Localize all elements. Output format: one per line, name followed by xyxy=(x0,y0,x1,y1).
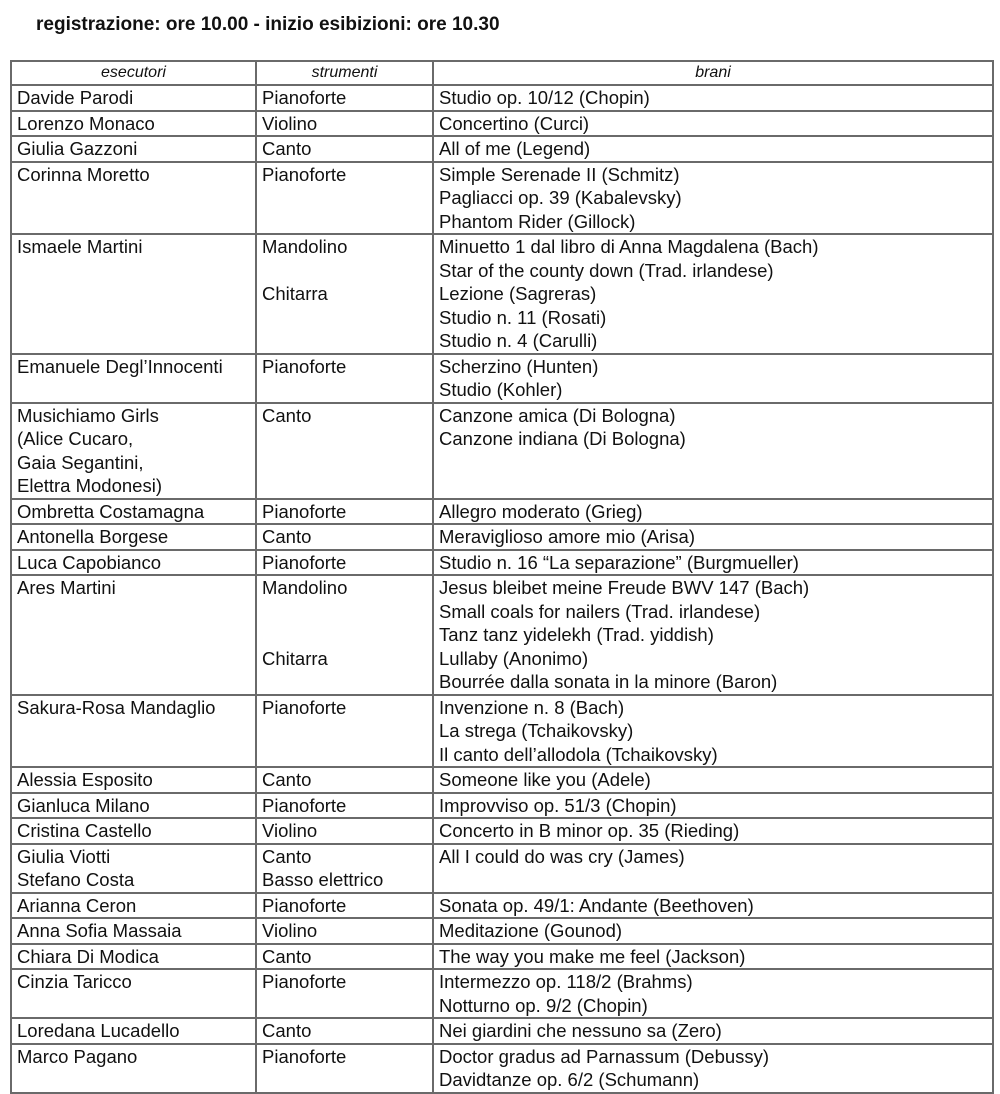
cell-pieces xyxy=(433,354,993,403)
performer-text: Ismaele Martini xyxy=(17,236,143,257)
table-row xyxy=(11,162,993,235)
performer-text: Stefano Costa xyxy=(17,869,135,890)
performer-text: Gianluca Milano xyxy=(17,794,150,816)
table-row xyxy=(11,403,993,499)
instrument-text: Pianoforte xyxy=(262,163,347,185)
instrument-text: Violino xyxy=(262,920,318,941)
piece-text: Studio n. 4 (Carulli) xyxy=(439,330,598,351)
table-row xyxy=(11,354,993,403)
cell-pieces xyxy=(433,550,993,576)
piece-text: La strega (Tchaikovsky) xyxy=(439,720,634,741)
cell-pieces xyxy=(433,695,993,768)
performer-text: Chiara Di Modica xyxy=(17,945,159,967)
performer-text: Cristina Castello xyxy=(17,820,152,841)
table-row xyxy=(11,234,993,354)
instrument-text: Pianoforte xyxy=(262,971,347,992)
piece-text: All of me (Legend) xyxy=(439,138,591,159)
piece-text: Studio op. 10/12 (Chopin) xyxy=(439,87,650,108)
cell-performers xyxy=(11,136,256,162)
piece-text: Bourrée dalla sonata in la minore (Baron) xyxy=(439,671,778,692)
performer-text: Ombretta Costamagna xyxy=(17,500,205,522)
instrument-text: Pianoforte xyxy=(262,87,347,108)
table-row xyxy=(11,767,993,793)
cell-pieces xyxy=(433,234,993,354)
cell-performers xyxy=(11,695,256,768)
piece-text: Concerto in B minor op. 35 (Rieding) xyxy=(439,820,740,841)
cell-performers xyxy=(11,793,256,819)
instrument-text: Chitarra xyxy=(262,647,328,669)
table-row xyxy=(11,969,993,1018)
piece-text: Allegro moderato (Grieg) xyxy=(439,500,643,522)
blank-line xyxy=(262,259,427,283)
cell-instruments xyxy=(256,85,433,111)
cell-instruments xyxy=(256,234,433,354)
cell-performers xyxy=(11,162,256,235)
cell-performers xyxy=(11,1018,256,1044)
piece-text: Sonata op. 49/1: Andante (Beethoven) xyxy=(439,894,754,916)
column-header-pieces: brani xyxy=(433,61,993,85)
table-row xyxy=(11,793,993,819)
piece-text: Tanz tanz yidelekh (Trad. yiddish) xyxy=(439,624,714,645)
table-row xyxy=(11,499,993,525)
instrument-text: Canto xyxy=(262,404,312,426)
cell-instruments xyxy=(256,793,433,819)
instrument-text: Canto xyxy=(262,845,312,867)
piece-text: Concertino (Curci) xyxy=(439,112,590,134)
piece-text: Invenzione n. 8 (Bach) xyxy=(439,696,625,718)
piece-text: Doctor gradus ad Parnassum (Debussy) xyxy=(439,1045,770,1067)
piece-text: Minuetto 1 dal libro di Anna Magdalena (Bach) xyxy=(439,236,819,257)
instrument-text: Chitarra xyxy=(262,283,328,304)
instrument-text: Canto xyxy=(262,138,312,159)
performer-text: Giulia Gazzoni xyxy=(17,138,138,159)
cell-instruments xyxy=(256,136,433,162)
piece-text: Il canto dell’allodola (Tchaikovsky) xyxy=(439,743,718,765)
table-row xyxy=(11,1044,993,1093)
cell-performers xyxy=(11,1044,256,1093)
cell-pieces xyxy=(433,136,993,162)
cell-performers xyxy=(11,499,256,525)
instrument-text: Violino xyxy=(262,112,318,134)
cell-pieces xyxy=(433,111,993,137)
cell-pieces xyxy=(433,818,993,844)
piece-text: Nei giardini che nessuno sa (Zero) xyxy=(439,1020,722,1041)
performer-text: Corinna Moretto xyxy=(17,163,150,185)
performance-program-table xyxy=(10,60,994,1094)
performer-text: Ares Martini xyxy=(17,577,116,598)
instrument-text: Mandolino xyxy=(262,577,348,598)
column-header-instruments: strumenti xyxy=(256,61,433,85)
cell-pieces xyxy=(433,85,993,111)
cell-performers xyxy=(11,550,256,576)
cell-instruments xyxy=(256,111,433,137)
cell-instruments xyxy=(256,1018,433,1044)
performer-text: Loredana Lucadello xyxy=(17,1020,180,1041)
cell-instruments xyxy=(256,818,433,844)
performer-text: Sakura-Rosa Mandaglio xyxy=(17,696,216,718)
cell-instruments xyxy=(256,162,433,235)
cell-pieces xyxy=(433,1044,993,1093)
cell-pieces xyxy=(433,969,993,1018)
piece-text: Davidtanze op. 6/2 (Schumann) xyxy=(439,1069,700,1090)
piece-text: Pagliacci op. 39 (Kabalevsky) xyxy=(439,187,682,208)
piece-text: Scherzino (Hunten) xyxy=(439,355,599,377)
instrument-text: Basso elettrico xyxy=(262,869,384,890)
piece-text: Jesus bleibet meine Freude BWV 147 (Bach) xyxy=(439,577,810,598)
table-row xyxy=(11,575,993,695)
cell-pieces xyxy=(433,793,993,819)
cell-pieces xyxy=(433,1018,993,1044)
piece-text: Canzone indiana (Di Bologna) xyxy=(439,428,686,449)
cell-pieces xyxy=(433,524,993,550)
cell-performers xyxy=(11,969,256,1018)
piece-text: Notturno op. 9/2 (Chopin) xyxy=(439,994,648,1016)
table-row xyxy=(11,136,993,162)
cell-performers xyxy=(11,767,256,793)
piece-text: Studio n. 16 “La separazione” (Burgmueller) xyxy=(439,551,799,573)
cell-performers xyxy=(11,918,256,944)
cell-instruments xyxy=(256,524,433,550)
piece-text: Someone like you (Adele) xyxy=(439,769,651,790)
cell-performers xyxy=(11,111,256,137)
performer-text: Luca Capobianco xyxy=(17,551,161,573)
performer-text: Giulia Viotti xyxy=(17,845,111,867)
cell-performers xyxy=(11,844,256,893)
cell-pieces xyxy=(433,403,993,499)
cell-performers xyxy=(11,234,256,354)
piece-text: Lezione (Sagreras) xyxy=(439,283,597,304)
table-body xyxy=(11,85,993,1093)
performer-text: (Alice Cucaro, xyxy=(17,428,134,449)
cell-instruments xyxy=(256,550,433,576)
performer-text: Marco Pagano xyxy=(17,1045,138,1067)
performer-text: Musichiamo Girls xyxy=(17,404,159,426)
cell-pieces xyxy=(433,893,993,919)
piece-text: Intermezzo op. 118/2 (Brahms) xyxy=(439,971,693,992)
blank-line xyxy=(262,623,427,647)
cell-instruments xyxy=(256,1044,433,1093)
blank-line xyxy=(262,600,427,624)
cell-performers xyxy=(11,403,256,499)
cell-pieces xyxy=(433,918,993,944)
performer-text: Anna Sofia Massaia xyxy=(17,920,182,941)
table-row xyxy=(11,1018,993,1044)
schedule-header: registrazione: ore 10.00 - inizio esibizioni: ore 10.30 xyxy=(36,14,500,35)
table-header-row xyxy=(11,61,993,85)
cell-instruments xyxy=(256,944,433,970)
piece-text: Lullaby (Anonimo) xyxy=(439,647,589,669)
performer-text: Davide Parodi xyxy=(17,87,134,108)
cell-pieces xyxy=(433,844,993,893)
performer-text: Cinzia Taricco xyxy=(17,971,132,992)
cell-instruments xyxy=(256,767,433,793)
cell-performers xyxy=(11,893,256,919)
instrument-text: Violino xyxy=(262,820,318,841)
piece-text: The way you make me feel (Jackson) xyxy=(439,945,746,967)
instrument-text: Canto xyxy=(262,1020,312,1041)
table-row xyxy=(11,918,993,944)
table-row xyxy=(11,524,993,550)
instrument-text: Pianoforte xyxy=(262,551,347,573)
piece-text: Meraviglioso amore mio (Arisa) xyxy=(439,526,695,547)
instrument-text: Canto xyxy=(262,526,312,547)
piece-text: Improvviso op. 51/3 (Chopin) xyxy=(439,794,677,816)
cell-instruments xyxy=(256,354,433,403)
table-row xyxy=(11,695,993,768)
cell-performers xyxy=(11,85,256,111)
cell-performers xyxy=(11,818,256,844)
table-row xyxy=(11,944,993,970)
table-row xyxy=(11,844,993,893)
cell-pieces xyxy=(433,162,993,235)
cell-pieces xyxy=(433,767,993,793)
instrument-text: Canto xyxy=(262,769,312,790)
instrument-text: Pianoforte xyxy=(262,894,347,916)
piece-text: Star of the county down (Trad. irlandese) xyxy=(439,259,774,281)
instrument-text: Pianoforte xyxy=(262,696,347,718)
cell-performers xyxy=(11,524,256,550)
cell-instruments xyxy=(256,499,433,525)
performer-text: Emanuele Degl’Innocenti xyxy=(17,355,223,377)
table-row xyxy=(11,893,993,919)
piece-text: Simple Serenade II (Schmitz) xyxy=(439,163,680,185)
piece-text: Small coals for nailers (Trad. irlandese) xyxy=(439,600,761,622)
piece-text: Studio n. 11 (Rosati) xyxy=(439,306,607,328)
performer-text: Arianna Ceron xyxy=(17,894,137,916)
piece-text: All I could do was cry (James) xyxy=(439,845,685,867)
performer-text: Gaia Segantini, xyxy=(17,451,144,473)
table-row xyxy=(11,818,993,844)
instrument-text: Pianoforte xyxy=(262,500,347,522)
cell-instruments xyxy=(256,893,433,919)
piece-text: Phantom Rider (Gillock) xyxy=(439,210,636,232)
cell-instruments xyxy=(256,918,433,944)
performer-text: Antonella Borgese xyxy=(17,526,169,547)
cell-instruments xyxy=(256,969,433,1018)
cell-performers xyxy=(11,354,256,403)
cell-pieces xyxy=(433,944,993,970)
table-row xyxy=(11,550,993,576)
piece-text: Studio (Kohler) xyxy=(439,379,563,400)
performer-text: Alessia Esposito xyxy=(17,769,153,790)
cell-pieces xyxy=(433,575,993,695)
table-row xyxy=(11,111,993,137)
instrument-text: Pianoforte xyxy=(262,1045,347,1067)
cell-instruments xyxy=(256,575,433,695)
piece-text: Meditazione (Gounod) xyxy=(439,920,623,941)
instrument-text: Mandolino xyxy=(262,236,348,257)
instrument-text: Canto xyxy=(262,945,312,967)
performer-text: Lorenzo Monaco xyxy=(17,112,155,134)
table-row xyxy=(11,85,993,111)
cell-performers xyxy=(11,575,256,695)
cell-instruments xyxy=(256,403,433,499)
performer-text: Elettra Modonesi) xyxy=(17,475,162,496)
instrument-text: Pianoforte xyxy=(262,355,347,377)
cell-instruments xyxy=(256,844,433,893)
instrument-text: Pianoforte xyxy=(262,794,347,816)
column-header-performers: esecutori xyxy=(11,61,256,85)
piece-text: Canzone amica (Di Bologna) xyxy=(439,404,676,426)
cell-performers xyxy=(11,944,256,970)
cell-pieces xyxy=(433,499,993,525)
cell-instruments xyxy=(256,695,433,768)
